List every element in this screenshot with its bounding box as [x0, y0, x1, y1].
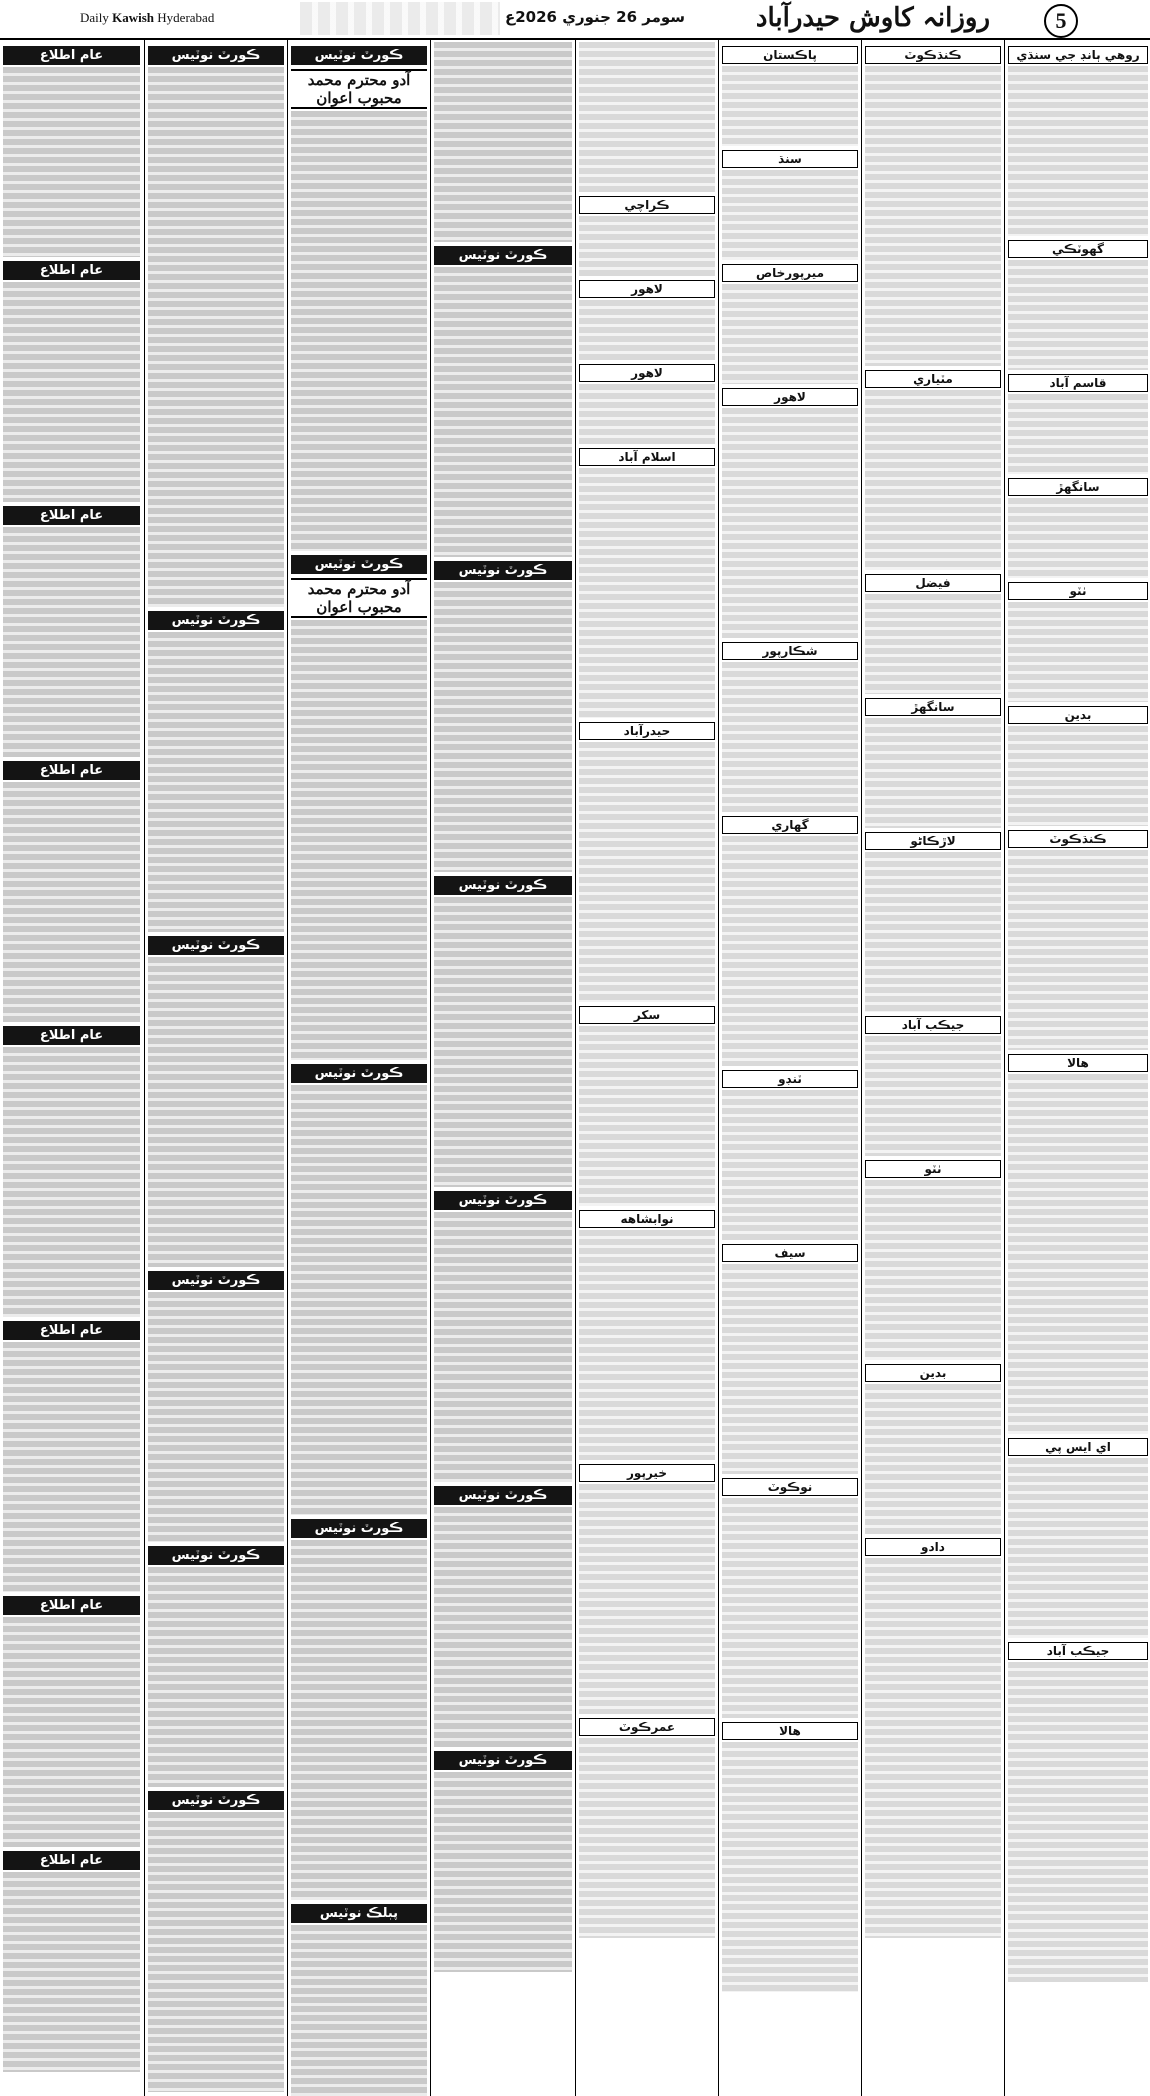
news-heading: دادو	[865, 1538, 1001, 1556]
news-text	[1008, 1662, 1148, 1982]
notice-text	[434, 582, 572, 872]
section-heading: ڪورٽ نوٽيس	[434, 246, 572, 265]
news-heading: لاهور	[722, 388, 858, 406]
notice-text	[148, 1812, 284, 2092]
news-heading: اسلام آباد	[579, 448, 715, 466]
news-heading: لاهور	[579, 364, 715, 382]
notice-text	[3, 67, 140, 257]
news-heading: بدين	[865, 1364, 1001, 1382]
news-heading: روهي ٻانڊ جي سنڌي	[1008, 46, 1148, 64]
news-text	[1008, 1458, 1148, 1638]
news-text	[579, 1484, 715, 1714]
column-4	[430, 40, 575, 2096]
news-text	[579, 300, 715, 360]
section-heading: عام اطلاع	[3, 506, 140, 525]
masthead-urdu-title: روزانہ کاوش حیدرآباد	[755, 3, 990, 33]
section-heading: ڪورٽ نوٽيس	[291, 1064, 427, 1083]
notice-text	[434, 1772, 572, 1972]
news-heading: شڪارپور	[722, 642, 858, 660]
news-text	[865, 1558, 1001, 1938]
section-heading: عام اطلاع	[3, 261, 140, 280]
notice-text	[3, 1617, 140, 1847]
news-text	[722, 408, 858, 638]
page-number: 5	[1044, 4, 1078, 38]
news-text	[579, 468, 715, 718]
column-3	[287, 40, 430, 2096]
section-heading: ڪورٽ نوٽيس	[148, 1791, 284, 1810]
news-heading: هالا	[1008, 1054, 1148, 1072]
column-8	[1004, 40, 1150, 2096]
news-heading: ٽنڊو	[722, 1070, 858, 1088]
news-text	[722, 284, 858, 384]
news-heading: سانگهڙ	[865, 698, 1001, 716]
section-heading: ڪورٽ نوٽيس	[148, 611, 284, 630]
section-heading: پبلڪ نوٽيس	[291, 1904, 427, 1923]
news-heading: اي ايس پي	[1008, 1438, 1148, 1456]
notice-title: آدو محترم محمد محبوب اعوان	[291, 578, 427, 618]
news-text	[579, 384, 715, 444]
section-heading: ڪورٽ نوٽيس	[148, 936, 284, 955]
news-heading: ڪنڌڪوٽ	[865, 46, 1001, 64]
column-6	[718, 40, 861, 2096]
section-heading: ڪورٽ نوٽيس	[291, 1519, 427, 1538]
section-heading: ڪورٽ نوٽيس	[434, 561, 572, 580]
section-heading: عام اطلاع	[3, 1026, 140, 1045]
notice-text	[434, 1507, 572, 1747]
news-text	[722, 1498, 858, 1718]
section-heading: عام اطلاع	[3, 1851, 140, 1870]
news-text	[1008, 602, 1148, 702]
news-heading: سيف	[722, 1244, 858, 1262]
news-text	[1008, 66, 1148, 236]
notice-text	[148, 632, 284, 932]
news-heading: سنڌ	[722, 150, 858, 168]
news-text	[722, 1742, 858, 1992]
section-heading: ڪورٽ نوٽيس	[434, 1486, 572, 1505]
masthead-watermark	[300, 2, 500, 35]
notice-text	[3, 527, 140, 757]
masthead-date: سومر 26 جنوري 2026ع	[505, 8, 686, 26]
news-heading: خيرپور	[579, 1464, 715, 1482]
news-heading: ٺٽو	[1008, 582, 1148, 600]
news-heading: ڪنڌڪوٽ	[1008, 830, 1148, 848]
news-heading: نوڪوٽ	[722, 1478, 858, 1496]
notice-text	[434, 42, 572, 242]
news-text	[579, 1738, 715, 1938]
news-heading: عمرڪوٽ	[579, 1718, 715, 1736]
notice-text	[3, 782, 140, 1022]
news-text	[1008, 498, 1148, 578]
notice-text	[3, 1047, 140, 1317]
news-heading: نوابشاهه	[579, 1210, 715, 1228]
masthead	[0, 0, 1150, 40]
notice-text	[291, 1925, 427, 2096]
notice-text	[3, 1342, 140, 1592]
news-heading: ٺٽو	[865, 1160, 1001, 1178]
news-text	[865, 1180, 1001, 1360]
news-text	[865, 66, 1001, 366]
section-heading: ڪورٽ نوٽيس	[148, 1271, 284, 1290]
news-heading: بدين	[1008, 706, 1148, 724]
notice-text	[3, 282, 140, 502]
column-1	[0, 40, 143, 2096]
news-heading: قاسم آباد	[1008, 374, 1148, 392]
news-heading: لاهور	[579, 280, 715, 298]
section-heading: عام اطلاع	[3, 46, 140, 65]
section-heading: ڪورٽ نوٽيس	[434, 1191, 572, 1210]
news-text	[722, 1090, 858, 1240]
section-heading: ڪورٽ نوٽيس	[434, 1751, 572, 1770]
news-heading: گهوٽڪي	[1008, 240, 1148, 258]
news-text	[1008, 850, 1148, 1050]
news-text	[722, 66, 858, 146]
news-text	[865, 390, 1001, 570]
news-text	[865, 852, 1001, 1012]
news-heading: هالا	[722, 1722, 858, 1740]
news-text	[1008, 394, 1148, 474]
news-text	[1008, 726, 1148, 826]
notice-text	[148, 1567, 284, 1787]
news-heading: مٽياري	[865, 370, 1001, 388]
section-heading: عام اطلاع	[3, 761, 140, 780]
masthead-english-title: Daily Kawish Hyderabad	[80, 10, 215, 25]
news-text	[722, 1264, 858, 1474]
news-text	[865, 594, 1001, 694]
news-heading: جيڪب آباد	[865, 1016, 1001, 1034]
news-text	[579, 216, 715, 276]
news-heading: سانگهڙ	[1008, 478, 1148, 496]
news-heading: ڪراچي	[579, 196, 715, 214]
news-text	[722, 170, 858, 260]
section-heading: ڪورٽ نوٽيس	[148, 1546, 284, 1565]
news-heading: ميرپورخاص	[722, 264, 858, 282]
news-heading: فيضل	[865, 574, 1001, 592]
news-text	[1008, 1074, 1148, 1434]
section-heading: ڪورٽ نوٽيس	[291, 555, 427, 574]
column-2	[144, 40, 287, 2096]
news-text	[722, 662, 858, 812]
column-7	[861, 40, 1004, 2096]
news-text	[865, 1036, 1001, 1156]
news-text	[865, 1384, 1001, 1534]
news-text	[579, 742, 715, 1002]
news-heading: گهاري	[722, 816, 858, 834]
column-5	[575, 40, 718, 2096]
section-heading: عام اطلاع	[3, 1321, 140, 1340]
notice-title: آدو محترم محمد محبوب اعوان	[291, 69, 427, 109]
notice-text	[3, 1872, 140, 2072]
news-text	[722, 836, 858, 1066]
notice-text	[434, 897, 572, 1187]
notice-text	[291, 1085, 427, 1515]
section-heading: ڪورٽ نوٽيس	[291, 46, 427, 65]
news-text	[579, 1230, 715, 1460]
notice-text	[148, 67, 284, 607]
news-text	[865, 718, 1001, 828]
news-text	[579, 42, 715, 192]
notice-text	[148, 957, 284, 1267]
news-heading: حيدرآباد	[579, 722, 715, 740]
notice-text	[434, 267, 572, 557]
notice-text	[291, 620, 427, 1060]
news-text	[579, 1026, 715, 1206]
news-heading: پاڪستان	[722, 46, 858, 64]
section-heading: ڪورٽ نوٽيس	[148, 46, 284, 65]
notice-text	[148, 1292, 284, 1542]
news-heading: جيڪب آباد	[1008, 1642, 1148, 1660]
notice-text	[434, 1212, 572, 1482]
section-heading: عام اطلاع	[3, 1596, 140, 1615]
notice-text	[291, 1540, 427, 1900]
news-heading: سکر	[579, 1006, 715, 1024]
news-heading: لاڙڪاڻو	[865, 832, 1001, 850]
section-heading: ڪورٽ نوٽيس	[434, 876, 572, 895]
notice-text	[291, 111, 427, 551]
news-text	[1008, 260, 1148, 370]
